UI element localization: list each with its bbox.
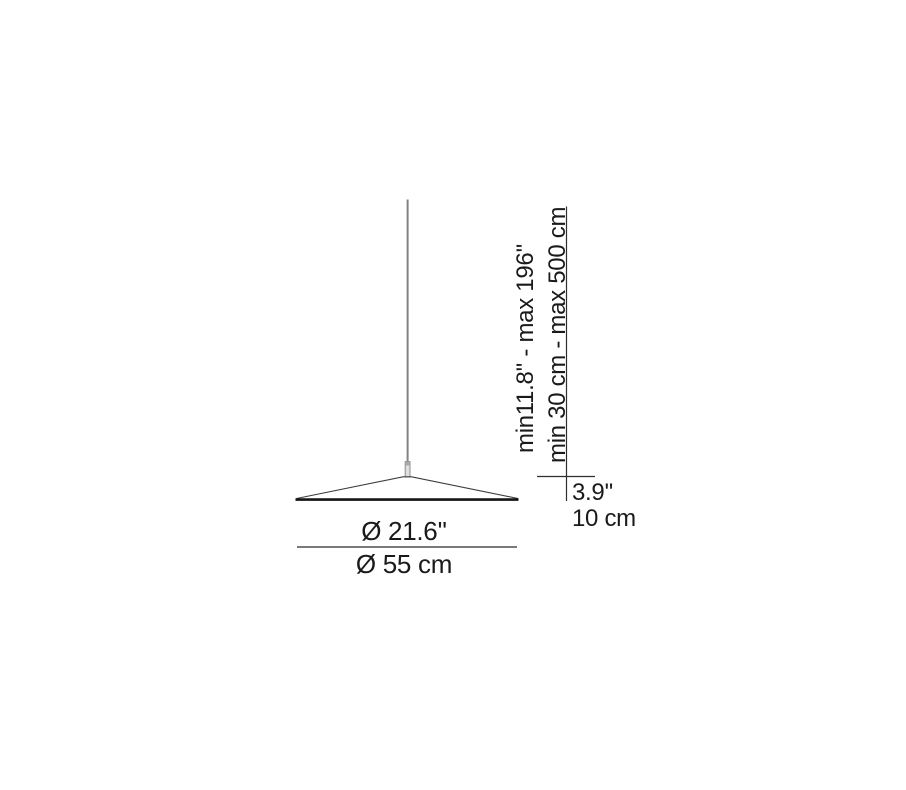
fixture-height-label-inches: 3.9'' [572,479,614,506]
fixture-height-label-cm: 10 cm [572,505,636,532]
suspension-length-label-cm: min 30 cm - max 500 cm [544,206,571,463]
diameter-label-inches: Ø 21.6'' [361,516,447,546]
suspension-length-label-inches: min11.8'' - max 196'' [512,243,539,453]
shade-cone-outline [297,477,519,499]
cable-ferrule-cap [405,462,410,466]
diameter-label-cm: Ø 55 cm [355,549,453,579]
